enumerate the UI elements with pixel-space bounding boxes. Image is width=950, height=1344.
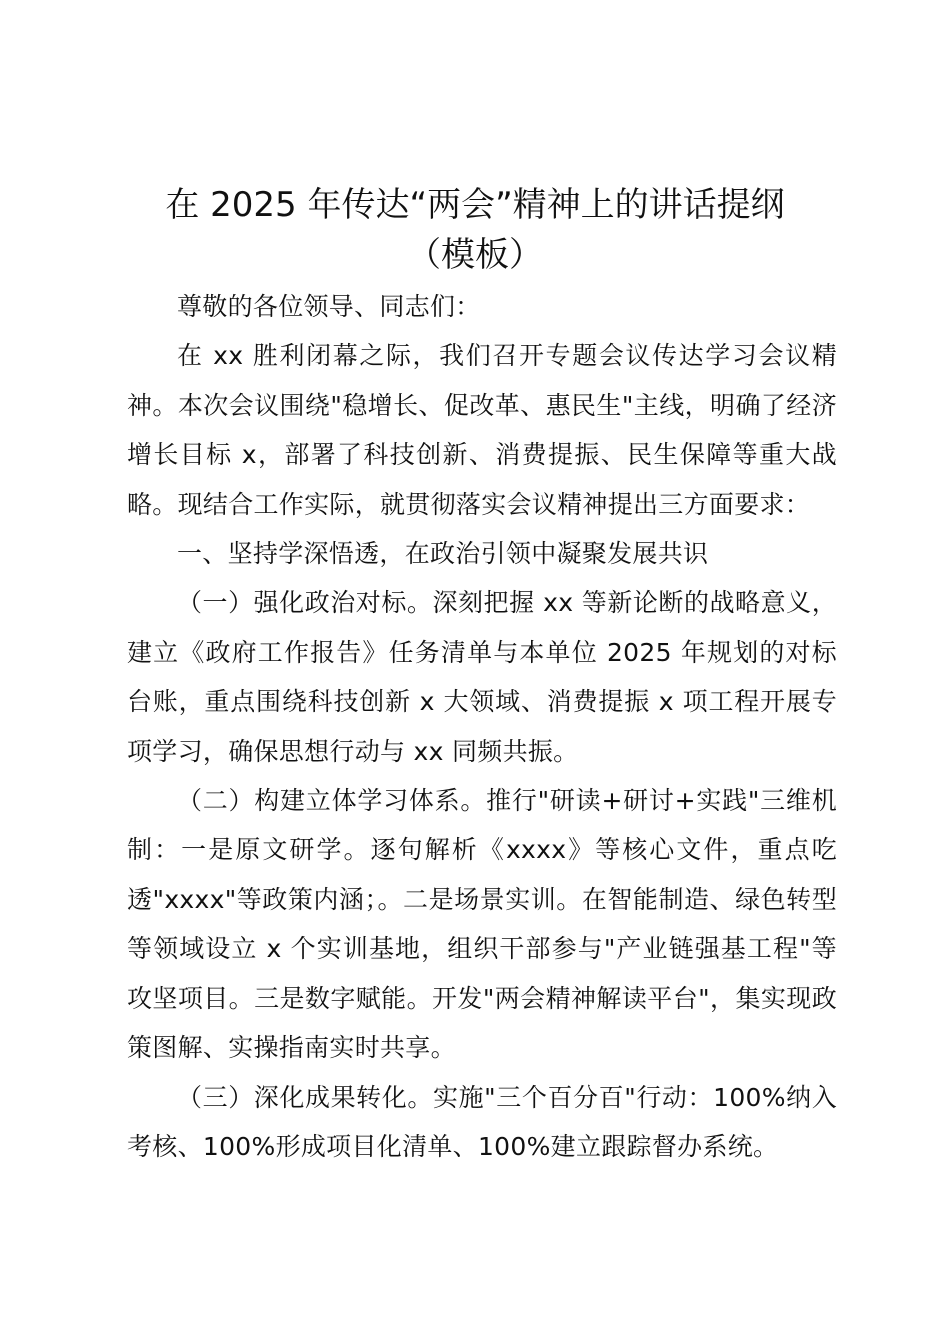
subsection-paragraph-1: （一）强化政治对标。深刻把握 xx 等新论断的战略意义，建立《政府工作报告》任务清单与本单位 2025 年规划的对标台账，重点围绕科技创新 x 大领域、消费提振 x 项工程开展专项学习，确保思想行动与 xx 同频共振。 [127,588,837,766]
document-body [127,282,837,1171]
salutation: 尊敬的各位领导、同志们： [177,292,481,321]
subsection-paragraph-2: （二）构建立体学习体系。推行"研读+研讨+实践"三维机制：一是原文研学。逐句解析《xxxx》等核心文件，重点吃透"xxxx"等政策内涵；。二是场景实训。在智能制造、绿色转型等领域设立 x 个实训基地，组织干部参与"产业链强基工程"等攻坚项目。三是数字赋能。开发"两会精神解读平台"，集实现政策图解、实操指南实时共享。 [127,786,837,1063]
section-heading-1: 一、坚持学深悟透，在政治引领中凝聚发展共识 [177,539,709,569]
document-title-line-1: 在 2025 年传达“两会”精神上的讲话提纲 [165,185,785,225]
intro-paragraph: 在 xx 胜利闭幕之际，我们召开专题会议传达学习会议精神。本次会议围绕"稳增长、促改革、惠民生"主线，明确了经济增长目标 x，部署了科技创新、消费提振、民生保障等重大战略。现结合工作实际，就贯彻落实会议精神提出三方面要求： [127,341,837,519]
document-title-line-2: （模板） [407,235,543,275]
subsection-paragraph-3: （三）深化成果转化。实施"三个百分百"行动：100%纳入考核、100%形成项目化清单、100%建立跟踪督办系统。 [127,1082,837,1161]
